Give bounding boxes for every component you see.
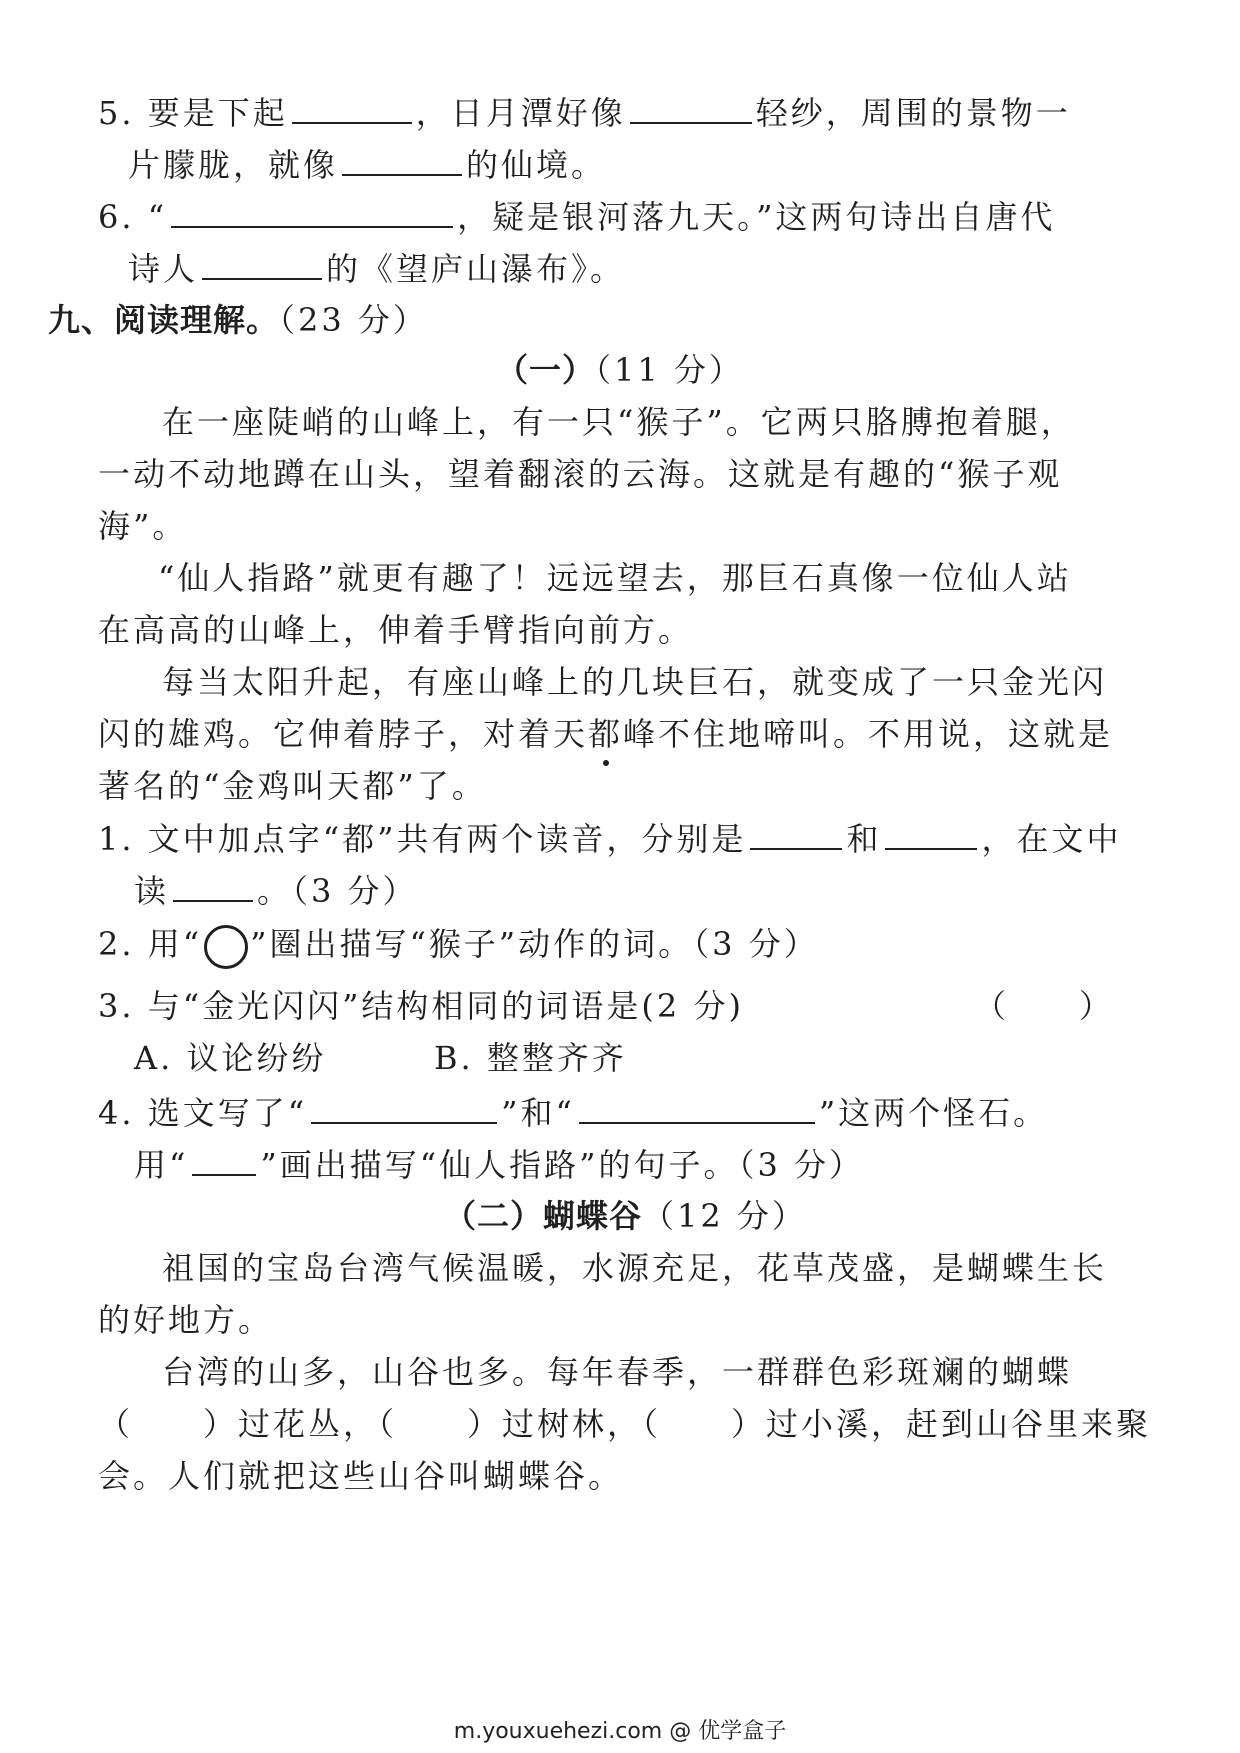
q-text: 读 (134, 872, 170, 910)
p1-q3-option-a[interactable]: A. 议论纷纷 (134, 1039, 327, 1077)
p1-q3-answer-paren[interactable]: （ ） (974, 987, 1115, 1025)
passage1-p3-line2 (98, 714, 1113, 754)
p1-q1-line1 (98, 818, 1121, 859)
q6-line-1 (98, 196, 1055, 237)
p3-text: 闪的雄鸡。它伸着脖子，对着天 (98, 715, 589, 753)
q-text: ”圈出描写“猴子”动作的词。（3 分） (250, 925, 819, 963)
p1-q1-blank-2[interactable] (885, 818, 977, 850)
q5-blank-1[interactable] (292, 92, 412, 124)
q5-text: 片朦胧，就像 (128, 146, 339, 184)
part-score: （11 分） (595, 351, 744, 389)
q5-text: 的仙境。 (466, 146, 607, 184)
q5-line-2 (128, 144, 606, 185)
circle-symbol-icon (204, 925, 248, 969)
p1-q4-blank-2[interactable] (579, 1092, 815, 1124)
q6-blank-1[interactable] (171, 196, 453, 228)
p1-q1-blank-1[interactable] (750, 818, 842, 850)
q-text: 用“ (134, 1146, 189, 1184)
passage1-p1-line2: 一动不动地蹲在山头，望着翻滚的云海。这就是有趣的“猴子观 (98, 455, 1063, 493)
section-9-title (48, 300, 428, 340)
dotted-char-du: 都 (588, 715, 624, 753)
q-text: 2. 用“ (98, 925, 203, 963)
footer-watermark: m.youxuehezi.com @ 优学盒子 (453, 1719, 787, 1744)
part-heading: （二）蝴蝶谷 (444, 1197, 643, 1235)
q5-blank-3[interactable] (342, 144, 462, 176)
q6-text: ，疑是银河落九天。”这两句诗出自唐代 (457, 198, 1056, 236)
p1-q1-blank-3[interactable] (173, 870, 253, 902)
q6-text: 诗人 (128, 250, 199, 288)
passage1-p1-line1: 在一座陡峭的山峰上，有一只“猴子”。它两只胳膊抱着腿， (162, 403, 1076, 441)
q-text: 和 (846, 820, 882, 858)
q5-text: ，日月潭好像 (415, 94, 626, 132)
q5-line-1 (98, 92, 1071, 133)
q-text: 4. 选文写了“ (98, 1094, 308, 1132)
passage2-p2-line1: 台湾的山多，山谷也多。每年春季，一群群色彩斑斓的蝴蝶 (162, 1353, 1073, 1391)
passage1-p1-line3: 海”。 (98, 507, 188, 545)
q6-text: 6. “ (98, 198, 168, 236)
part2-heading (444, 1196, 807, 1236)
passage1-p2-line1: “仙人指路”就更有趣了！远远望去，那巨石真像一位仙人站 (158, 559, 1072, 597)
passage1-p2-line2: 在高高的山峰上，伸着手臂指向前方。 (98, 611, 694, 649)
passage2-p2-line2[interactable]: （ ）过花丛，（ ）过树林，（ ）过小溪，赶到山谷里来聚 (98, 1405, 1152, 1443)
p1-q2 (98, 924, 819, 969)
underline-mark (192, 1144, 256, 1176)
q5-text: 5. 要是下起 (98, 94, 288, 132)
q-text: ”画出描写“仙人指路”的句子。（3 分） (260, 1146, 864, 1184)
p1-q3-option-b[interactable]: B. 整整齐齐 (434, 1039, 627, 1077)
section-title: 九、阅读理解。 (48, 301, 280, 339)
p3-text: 峰不住地啼叫。不用说，这就是 (623, 715, 1114, 753)
q-text: ，在文中 (981, 820, 1122, 858)
q6-blank-2[interactable] (202, 248, 322, 280)
part-heading: （一） (496, 351, 596, 389)
q5-blank-2[interactable] (630, 92, 752, 124)
passage1-p3-line1: 每当太阳升起，有座山峰上的几块巨石，就变成了一只金光闪 (162, 663, 1108, 701)
p1-q1-line2 (134, 870, 418, 911)
q-text: ”这两个怪石。 (818, 1094, 1049, 1132)
q-text: 。（3 分） (257, 872, 418, 910)
p1-q4-blank-1[interactable] (311, 1092, 497, 1124)
p1-q4-line2 (134, 1144, 864, 1185)
passage2-p1-line2: 的好地方。 (98, 1301, 274, 1339)
q6-line-2 (128, 248, 625, 289)
part1-heading (496, 350, 744, 390)
p1-q3: 3. 与“金光闪闪”结构相同的词语是(2 分) (98, 987, 744, 1025)
section-score: （23 分） (279, 301, 428, 339)
q6-text: 的《望庐山瀑布》。 (326, 250, 626, 288)
p1-q4-line1 (98, 1092, 1048, 1133)
passage2-p1-line1: 祖国的宝岛台湾气候温暖，水源充足，花草茂盛，是蝴蝶生长 (162, 1249, 1108, 1287)
q-text: 1. 文中加点字“都”共有两个读音，分别是 (98, 820, 747, 858)
q-text: ”和“ (501, 1094, 575, 1132)
passage2-p2-line3: 会。人们就把这些山谷叫蝴蝶谷。 (98, 1457, 624, 1495)
part-score: （12 分） (642, 1197, 807, 1235)
q5-text: 轻纱，周围的景物一 (755, 94, 1071, 132)
passage1-p3-line3: 著名的“金鸡叫天都”了。 (98, 767, 487, 805)
